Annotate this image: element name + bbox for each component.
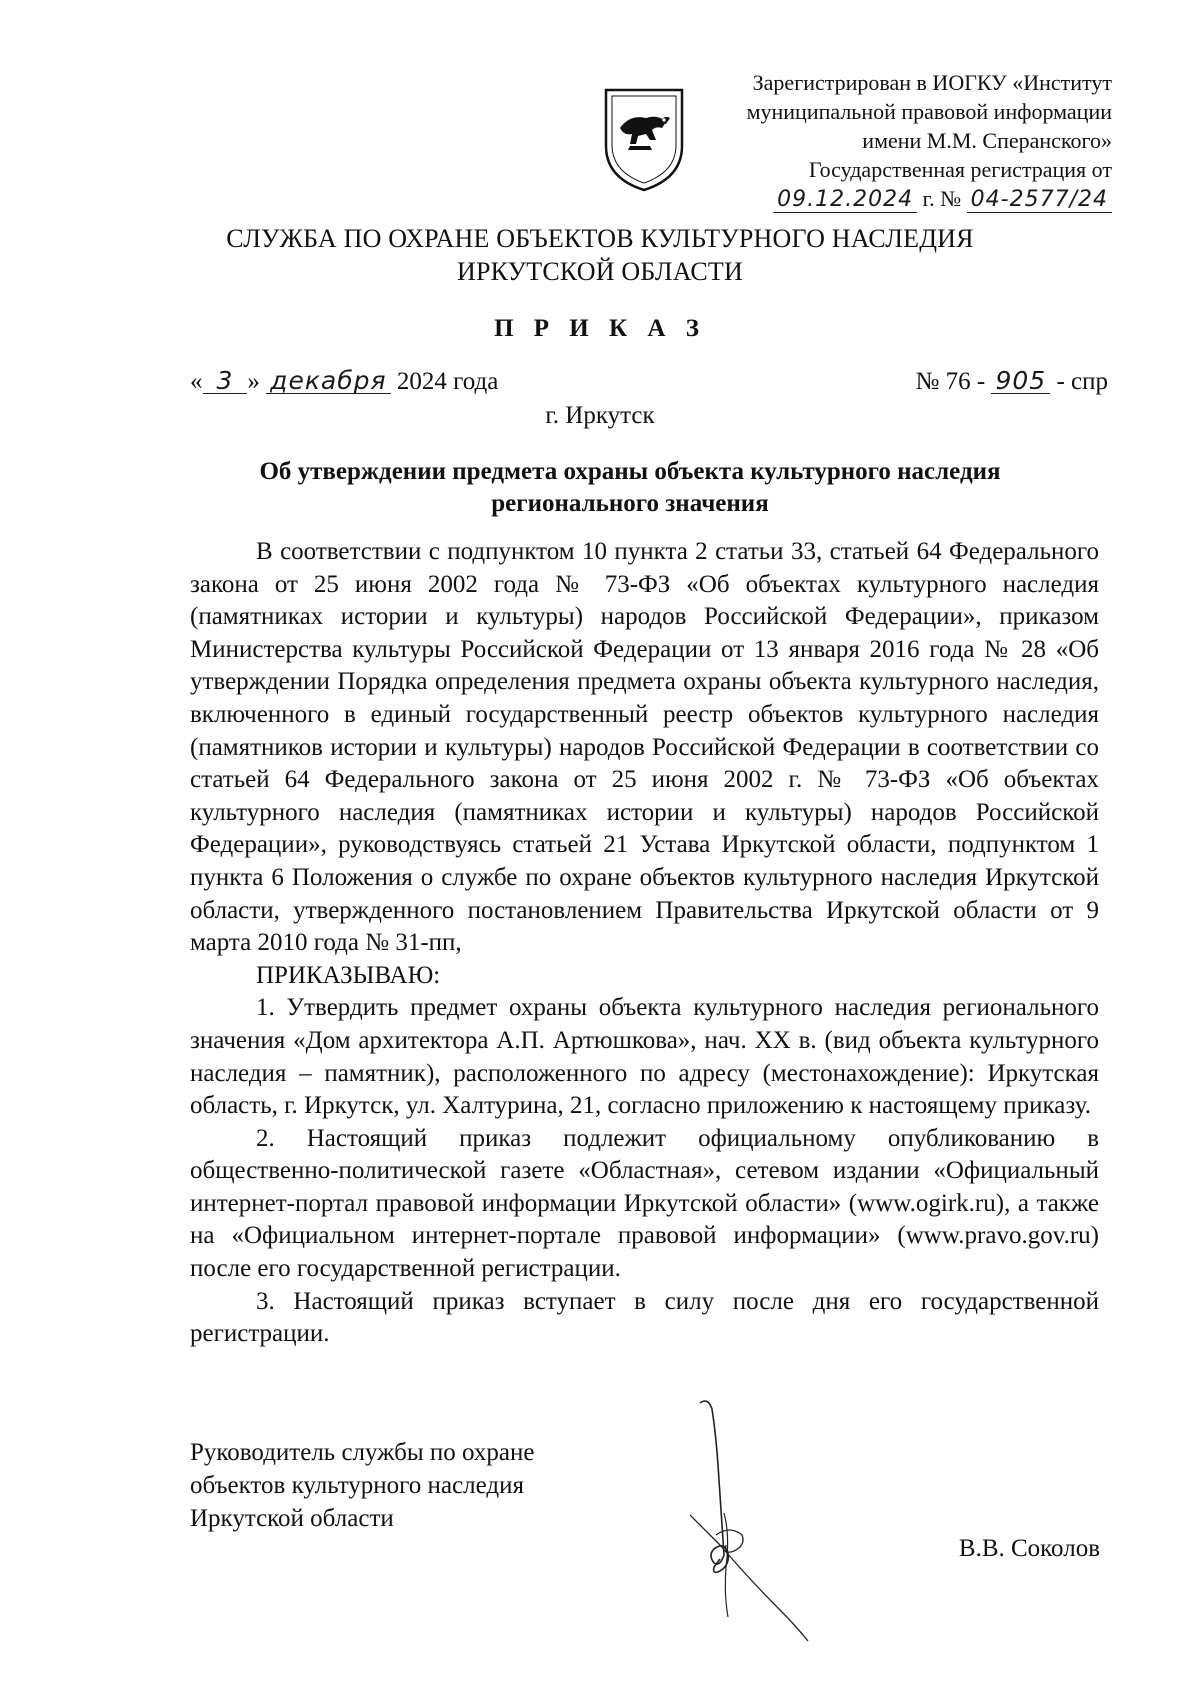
date-month: декабря [266, 369, 390, 394]
organization-line-2: ИРКУТСКОЙ ОБЛАСТИ [456, 257, 743, 286]
organization-heading [0, 222, 1200, 288]
signatory-name: В.В. Соколов [958, 1535, 1100, 1562]
order-number-prefix: № 76 - [915, 368, 986, 395]
date-year: 2024 года [396, 368, 499, 395]
city: г. Иркутск [545, 402, 655, 429]
item-3-paragraph: 3. Настоящий приказ вступает в силу после дня его государственной регистрации. [190, 1287, 1099, 1348]
item-2-paragraph: 2. Настоящий приказ подлежит официальному опубликованию в общественно-политической газете «Областная», сетевом издании «Официальный интернет-портал правовой информации Иркутской области» (www.ogirk.ru), а также на «Официальном интернет-портале правовой информации» (www.pravo.gov.ru) после его государственной регистрации. [190, 1124, 1099, 1283]
signatory-title-line-2: объектов культурного наследия [190, 1472, 524, 1499]
item-1-paragraph: 1. Утвердить предмет охраны объекта культурного наследия регионального значения «Дом архитектора А.П. Артюшкова», нач. XX в. (вид объекта культурного наследия – памятник), расположенного по адресу (местонахождение): Иркутская область, г. Иркутск, ул. Халтурина, 21, согласно приложению к настоящему приказу. [190, 994, 1099, 1120]
coat-of-arms-icon [600, 84, 688, 194]
registration-details [682, 184, 1112, 213]
order-word: ПРИКАЗЫВАЮ: [256, 961, 441, 989]
date-close-quote: » [247, 368, 260, 395]
order-date [190, 368, 498, 396]
date-open-quote: « [190, 368, 203, 395]
organization-line-1: СЛУЖБА ПО ОХРАНЕ ОБЪЕКТОВ КУЛЬТУРНОГО НАСЛЕДИЯ [226, 224, 974, 253]
signatory-title [190, 1436, 534, 1535]
signatory-title-line-3: Иркутской области [190, 1505, 394, 1532]
date-day: 3 [203, 369, 248, 394]
subject-line-1: Об утверждении предмета охраны объекта культурного наследия [259, 458, 1001, 485]
order-subject [180, 456, 1080, 520]
order-number-suffix: - спр [1056, 368, 1108, 395]
registration-line-4: Государственная регистрация от [808, 157, 1112, 182]
signatory-title-line-1: Руководитель службы по охране [190, 1439, 535, 1466]
registration-number: 04-2577/24 [967, 188, 1112, 213]
subject-line-2: регионального значения [491, 490, 769, 517]
order-number-value: 905 [991, 369, 1050, 394]
document-type: П Р И К А З [494, 315, 706, 342]
preamble-paragraph: В соответствии с подпунктом 10 пункта 2 статьи 33, статьей 64 Федерального закона от 25 июня 2002 года № 73-ФЗ «Об объектах культурного наследия (памятниках истории и культуры) народов Российской Федерации», приказом Министерства культуры Российской Федерации от 13 января 2016 года № 28 «Об утверждении Порядка определения предмета охраны объекта культурного наследия, включенного в единый государственный реестр объектов культурного наследия (памятников истории и культуры) народов Российской Федерации в соответствии со статьей 64 Федерального закона от 25 июня 2002 г. № 73-ФЗ «Об объектах культурного наследия (памятниках истории и культуры) народов Российской Федерации», руководствуясь статьей 21 Устава Иркутской области, подпунктом 1 пункта 6 Положения о службе по охране объектов культурного наследия Иркутской области, утвержденного постановлением Правительства Иркутской области от 9 марта 2010 года № 31-пп, [190, 538, 1099, 957]
registration-line-2: муниципальной правовой информации [746, 99, 1112, 124]
order-number [916, 368, 1108, 396]
registration-line-3: имени М.М. Сперанского» [862, 128, 1112, 153]
registration-line-1: Зарегистрирован в ИОГКУ «Институт [752, 70, 1112, 95]
registration-number-label: г. № [922, 186, 962, 211]
registration-date: 09.12.2024 [773, 188, 917, 213]
order-body [190, 536, 1099, 1351]
registration-stamp [682, 68, 1112, 213]
handwritten-signature [690, 1395, 820, 1645]
